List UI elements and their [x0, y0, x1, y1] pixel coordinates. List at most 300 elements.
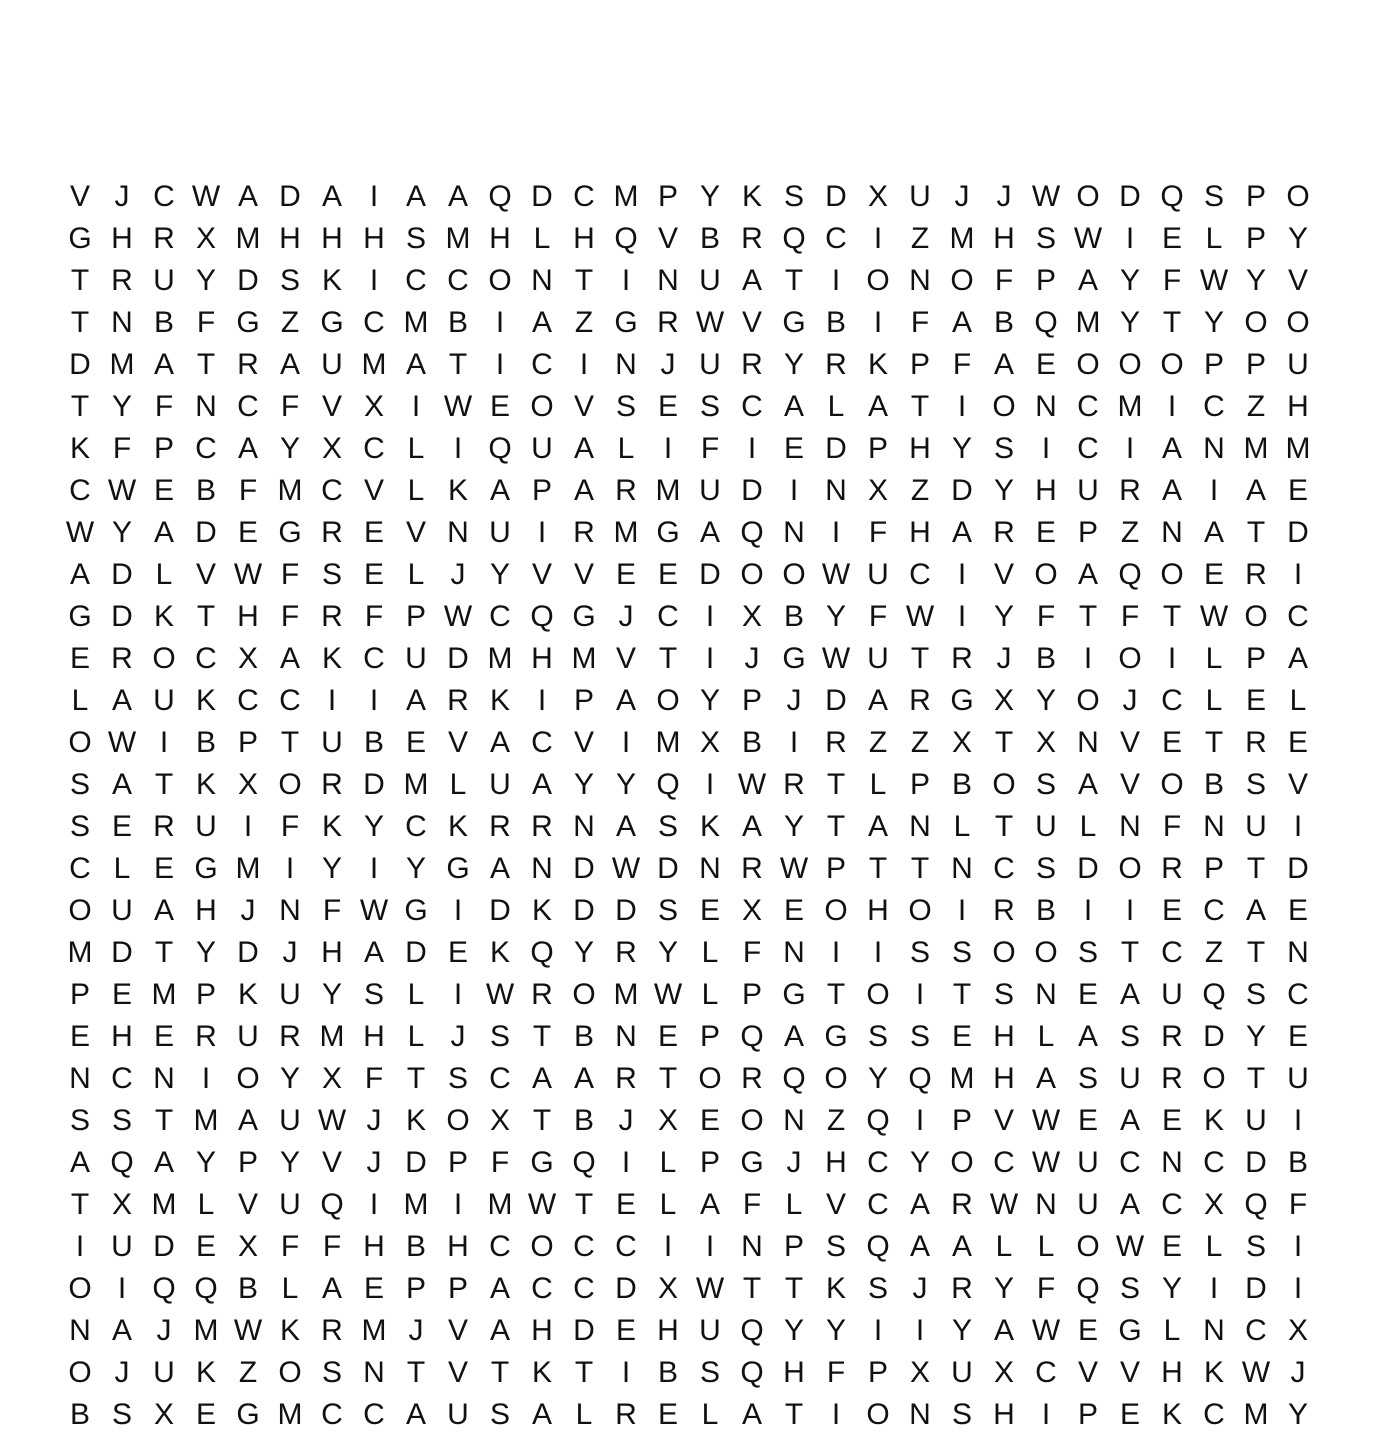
grid-letter[interactable]: F	[1036, 600, 1056, 633]
grid-letter[interactable]: Y	[657, 936, 678, 969]
grid-letter[interactable]: I	[1209, 1272, 1219, 1305]
grid-letter[interactable]: Y	[993, 1272, 1014, 1305]
grid-letter[interactable]: E	[1287, 1020, 1308, 1053]
grid-letter[interactable]: O	[866, 978, 890, 1011]
grid-letter[interactable]: K	[321, 810, 342, 843]
grid-letter[interactable]: C	[279, 684, 301, 717]
grid-letter[interactable]: Z	[1246, 390, 1266, 423]
grid-letter[interactable]: I	[621, 1146, 631, 1179]
grid-letter[interactable]: B	[195, 474, 216, 507]
grid-letter[interactable]: C	[993, 1146, 1015, 1179]
grid-letter[interactable]: T	[1162, 600, 1182, 633]
grid-letter[interactable]: H	[531, 1314, 553, 1347]
grid-letter[interactable]: W	[527, 1188, 557, 1221]
grid-letter[interactable]: J	[618, 600, 634, 633]
grid-letter[interactable]: E	[1161, 1230, 1182, 1263]
grid-letter[interactable]: W	[695, 1272, 725, 1305]
grid-letter[interactable]: P	[909, 768, 930, 801]
grid-letter[interactable]: M	[613, 978, 639, 1011]
grid-letter[interactable]: T	[910, 852, 930, 885]
grid-letter[interactable]: C	[69, 474, 91, 507]
grid-letter[interactable]: S	[783, 180, 804, 213]
grid-letter[interactable]: C	[363, 1398, 385, 1431]
grid-letter[interactable]: L	[785, 1188, 803, 1221]
grid-letter[interactable]: A	[993, 1314, 1014, 1347]
grid-letter[interactable]: P	[447, 1272, 468, 1305]
grid-letter[interactable]: T	[532, 1020, 552, 1053]
grid-letter[interactable]: M	[655, 726, 681, 759]
grid-letter[interactable]: N	[783, 516, 805, 549]
grid-letter[interactable]: P	[783, 1230, 804, 1263]
grid-letter[interactable]: G	[1118, 1314, 1142, 1347]
grid-letter[interactable]: Y	[1245, 1020, 1266, 1053]
grid-letter[interactable]: D	[111, 600, 133, 633]
grid-letter[interactable]: E	[783, 432, 804, 465]
grid-letter[interactable]: U	[1119, 1062, 1141, 1095]
grid-letter[interactable]: L	[533, 222, 551, 255]
grid-letter[interactable]: R	[321, 600, 343, 633]
grid-letter[interactable]: H	[111, 222, 133, 255]
grid-letter[interactable]: T	[658, 642, 678, 675]
grid-letter[interactable]: I	[621, 1356, 631, 1389]
grid-letter[interactable]: D	[825, 684, 847, 717]
grid-letter[interactable]: I	[159, 726, 169, 759]
grid-letter[interactable]: L	[407, 558, 425, 591]
grid-letter[interactable]: S	[909, 1020, 930, 1053]
grid-letter[interactable]: F	[238, 474, 258, 507]
grid-letter[interactable]: Q	[740, 1314, 764, 1347]
grid-letter[interactable]: C	[1287, 600, 1309, 633]
grid-letter[interactable]: R	[825, 348, 847, 381]
grid-letter[interactable]: U	[279, 1188, 301, 1221]
grid-letter[interactable]: E	[1161, 894, 1182, 927]
grid-letter[interactable]: A	[531, 1398, 552, 1431]
grid-letter[interactable]: F	[826, 1356, 846, 1389]
grid-letter[interactable]: N	[69, 1062, 91, 1095]
grid-letter[interactable]: A	[867, 390, 888, 423]
grid-letter[interactable]: N	[825, 474, 847, 507]
grid-letter[interactable]: D	[615, 1272, 637, 1305]
grid-letter[interactable]: T	[784, 264, 804, 297]
grid-letter[interactable]: O	[278, 1356, 302, 1389]
grid-letter[interactable]: L	[1289, 684, 1307, 717]
grid-letter[interactable]: F	[994, 264, 1014, 297]
grid-letter[interactable]: R	[1161, 852, 1183, 885]
grid-letter[interactable]: C	[489, 600, 511, 633]
grid-letter[interactable]: O	[1244, 306, 1268, 339]
grid-letter[interactable]: O	[572, 978, 596, 1011]
grid-letter[interactable]: S	[69, 810, 90, 843]
grid-letter[interactable]: Q	[152, 1272, 176, 1305]
grid-letter[interactable]: C	[1077, 390, 1099, 423]
grid-letter[interactable]: W	[905, 600, 935, 633]
grid-letter[interactable]: A	[237, 1104, 258, 1137]
grid-letter[interactable]: Q	[110, 1146, 134, 1179]
grid-letter[interactable]: Y	[993, 474, 1014, 507]
grid-letter[interactable]: N	[1287, 936, 1309, 969]
grid-letter[interactable]: L	[659, 1188, 677, 1221]
grid-letter[interactable]: D	[615, 894, 637, 927]
grid-letter[interactable]: S	[321, 558, 342, 591]
grid-letter[interactable]: A	[1119, 978, 1140, 1011]
grid-letter[interactable]: F	[280, 1230, 300, 1263]
grid-letter[interactable]: D	[1287, 516, 1309, 549]
grid-letter[interactable]: L	[1205, 222, 1223, 255]
grid-letter[interactable]: A	[69, 1146, 90, 1179]
grid-letter[interactable]: Y	[195, 264, 216, 297]
grid-letter[interactable]: T	[406, 1062, 426, 1095]
grid-letter[interactable]: R	[615, 1062, 637, 1095]
grid-letter[interactable]: P	[1245, 348, 1266, 381]
grid-letter[interactable]: Q	[194, 1272, 218, 1305]
grid-letter[interactable]: W	[737, 768, 767, 801]
grid-letter[interactable]: J	[660, 348, 676, 381]
grid-letter[interactable]: Y	[363, 810, 384, 843]
grid-letter[interactable]: Q	[1202, 978, 1226, 1011]
grid-letter[interactable]: U	[699, 1314, 721, 1347]
grid-letter[interactable]: Q	[740, 1020, 764, 1053]
grid-letter[interactable]: S	[489, 1020, 510, 1053]
grid-letter[interactable]: O	[68, 726, 92, 759]
grid-letter[interactable]: Q	[530, 600, 554, 633]
grid-letter[interactable]: N	[741, 1230, 763, 1263]
grid-letter[interactable]: A	[489, 726, 510, 759]
grid-letter[interactable]: A	[951, 1230, 972, 1263]
grid-letter[interactable]: J	[996, 642, 1012, 675]
grid-letter[interactable]: L	[407, 474, 425, 507]
grid-letter[interactable]: Y	[615, 768, 636, 801]
grid-letter[interactable]: C	[531, 726, 553, 759]
grid-letter[interactable]: Z	[910, 474, 930, 507]
grid-letter[interactable]: E	[1287, 726, 1308, 759]
grid-letter[interactable]: W	[359, 894, 389, 927]
grid-letter[interactable]: G	[782, 978, 806, 1011]
grid-letter[interactable]: W	[443, 390, 473, 423]
grid-letter[interactable]: U	[1245, 810, 1267, 843]
grid-letter[interactable]: U	[1077, 1188, 1099, 1221]
grid-letter[interactable]: I	[957, 558, 967, 591]
grid-letter[interactable]: S	[489, 1398, 510, 1431]
grid-letter[interactable]: J	[366, 1104, 382, 1137]
grid-letter[interactable]: N	[111, 306, 133, 339]
grid-letter[interactable]: I	[663, 1230, 673, 1263]
grid-letter[interactable]: L	[1079, 810, 1097, 843]
grid-letter[interactable]: B	[447, 306, 468, 339]
grid-letter[interactable]: G	[404, 894, 428, 927]
grid-letter[interactable]: V	[447, 1314, 468, 1347]
grid-letter[interactable]: N	[1161, 516, 1183, 549]
grid-letter[interactable]: G	[236, 306, 260, 339]
grid-letter[interactable]: A	[1119, 1104, 1140, 1137]
grid-letter[interactable]: L	[659, 1146, 677, 1179]
grid-letter[interactable]: K	[195, 768, 216, 801]
grid-letter[interactable]: I	[1167, 390, 1177, 423]
grid-letter[interactable]: B	[1287, 1146, 1308, 1179]
grid-letter[interactable]: T	[994, 810, 1014, 843]
grid-letter[interactable]: J	[1290, 1356, 1306, 1389]
grid-letter[interactable]: X	[321, 432, 342, 465]
grid-letter[interactable]: S	[321, 1356, 342, 1389]
grid-letter[interactable]: K	[405, 1104, 426, 1137]
grid-letter[interactable]: C	[1203, 1146, 1225, 1179]
grid-letter[interactable]: Z	[910, 726, 930, 759]
grid-letter[interactable]: A	[1077, 558, 1098, 591]
grid-letter[interactable]: Y	[1287, 222, 1308, 255]
grid-letter[interactable]: D	[1077, 852, 1099, 885]
grid-letter[interactable]: L	[1205, 642, 1223, 675]
grid-letter[interactable]: I	[369, 684, 379, 717]
grid-letter[interactable]: O	[68, 1356, 92, 1389]
grid-letter[interactable]: Z	[280, 306, 300, 339]
grid-letter[interactable]: B	[783, 600, 804, 633]
grid-letter[interactable]: A	[405, 1398, 426, 1431]
grid-letter[interactable]: E	[111, 978, 132, 1011]
grid-letter[interactable]: A	[531, 768, 552, 801]
grid-letter[interactable]: T	[574, 1188, 594, 1221]
grid-letter[interactable]: I	[1293, 558, 1303, 591]
grid-letter[interactable]: G	[656, 516, 680, 549]
grid-letter[interactable]: W	[191, 180, 221, 213]
grid-letter[interactable]: O	[1160, 768, 1184, 801]
grid-letter[interactable]: Q	[866, 1230, 890, 1263]
grid-letter[interactable]: I	[75, 1230, 85, 1263]
grid-letter[interactable]: T	[658, 1062, 678, 1095]
grid-letter[interactable]: O	[1034, 558, 1058, 591]
grid-letter[interactable]: T	[154, 768, 174, 801]
grid-letter[interactable]: W	[233, 1314, 263, 1347]
grid-letter[interactable]: X	[363, 390, 384, 423]
grid-letter[interactable]: D	[657, 852, 679, 885]
grid-letter[interactable]: B	[363, 726, 384, 759]
grid-letter[interactable]: Y	[783, 810, 804, 843]
grid-letter[interactable]: D	[1287, 852, 1309, 885]
grid-letter[interactable]: P	[657, 180, 678, 213]
grid-letter[interactable]: C	[531, 1272, 553, 1305]
grid-letter[interactable]: S	[111, 1104, 132, 1137]
grid-letter[interactable]: E	[615, 558, 636, 591]
grid-letter[interactable]: X	[993, 684, 1014, 717]
grid-letter[interactable]: P	[1245, 180, 1266, 213]
grid-letter[interactable]: V	[237, 1188, 258, 1221]
grid-letter[interactable]: T	[1162, 306, 1182, 339]
grid-letter[interactable]: T	[1204, 726, 1224, 759]
grid-letter[interactable]: I	[957, 390, 967, 423]
grid-letter[interactable]: U	[405, 642, 427, 675]
grid-letter[interactable]: D	[279, 180, 301, 213]
grid-letter[interactable]: I	[327, 684, 337, 717]
grid-letter[interactable]: R	[321, 1314, 343, 1347]
grid-letter[interactable]: V	[69, 180, 90, 213]
grid-letter[interactable]: B	[405, 1230, 426, 1263]
grid-letter[interactable]: A	[867, 684, 888, 717]
grid-letter[interactable]: I	[621, 264, 631, 297]
grid-letter[interactable]: P	[153, 432, 174, 465]
grid-letter[interactable]: I	[411, 390, 421, 423]
grid-letter[interactable]: Z	[826, 1104, 846, 1137]
grid-letter[interactable]: M	[277, 1398, 303, 1431]
grid-letter[interactable]: O	[236, 1062, 260, 1095]
grid-letter[interactable]: Y	[699, 684, 720, 717]
grid-letter[interactable]: T	[784, 1398, 804, 1431]
grid-letter[interactable]: I	[873, 306, 883, 339]
grid-letter[interactable]: H	[909, 516, 931, 549]
grid-letter[interactable]: D	[153, 1230, 175, 1263]
grid-letter[interactable]: I	[705, 1230, 715, 1263]
grid-letter[interactable]: V	[531, 558, 552, 591]
grid-letter[interactable]: A	[153, 894, 174, 927]
grid-letter[interactable]: I	[873, 1314, 883, 1347]
grid-letter[interactable]: E	[657, 390, 678, 423]
grid-letter[interactable]: I	[705, 642, 715, 675]
grid-letter[interactable]: A	[489, 1272, 510, 1305]
grid-letter[interactable]: V	[573, 390, 594, 423]
grid-letter[interactable]: C	[573, 1272, 595, 1305]
grid-letter[interactable]: K	[321, 642, 342, 675]
grid-letter[interactable]: A	[573, 432, 594, 465]
grid-letter[interactable]: O	[488, 264, 512, 297]
grid-letter[interactable]: N	[657, 264, 679, 297]
grid-letter[interactable]: T	[490, 1356, 510, 1389]
grid-letter[interactable]: C	[1035, 1356, 1057, 1389]
grid-letter[interactable]: O	[824, 1062, 848, 1095]
grid-letter[interactable]: I	[369, 1188, 379, 1221]
grid-letter[interactable]: S	[1245, 768, 1266, 801]
grid-letter[interactable]: P	[909, 348, 930, 381]
grid-letter[interactable]: R	[321, 516, 343, 549]
grid-letter[interactable]: B	[699, 222, 720, 255]
grid-letter[interactable]: U	[153, 1356, 175, 1389]
grid-letter[interactable]: W	[107, 474, 137, 507]
grid-letter[interactable]: W	[65, 516, 95, 549]
grid-letter[interactable]: Y	[195, 1146, 216, 1179]
grid-letter[interactable]: B	[657, 1356, 678, 1389]
grid-letter[interactable]: N	[1035, 1188, 1057, 1221]
grid-letter[interactable]: Y	[1119, 306, 1140, 339]
grid-letter[interactable]: N	[615, 1020, 637, 1053]
grid-letter[interactable]: W	[1115, 1230, 1145, 1263]
grid-letter[interactable]: T	[406, 1356, 426, 1389]
grid-letter[interactable]: C	[1203, 1398, 1225, 1431]
grid-letter[interactable]: R	[111, 642, 133, 675]
grid-letter[interactable]: O	[1286, 180, 1310, 213]
grid-letter[interactable]: B	[573, 1104, 594, 1137]
grid-letter[interactable]: H	[321, 222, 343, 255]
grid-letter[interactable]: A	[1245, 474, 1266, 507]
grid-letter[interactable]: U	[447, 1398, 469, 1431]
grid-letter[interactable]: J	[912, 1272, 928, 1305]
grid-letter[interactable]: H	[867, 894, 889, 927]
grid-letter[interactable]: I	[495, 348, 505, 381]
grid-letter[interactable]: M	[1117, 390, 1143, 423]
grid-letter[interactable]: P	[531, 474, 552, 507]
grid-letter[interactable]: A	[405, 348, 426, 381]
grid-letter[interactable]: W	[1031, 1314, 1061, 1347]
grid-letter[interactable]: Z	[1204, 936, 1224, 969]
grid-letter[interactable]: R	[531, 810, 553, 843]
grid-letter[interactable]: A	[1077, 768, 1098, 801]
grid-letter[interactable]: S	[111, 1398, 132, 1431]
grid-letter[interactable]: A	[405, 180, 426, 213]
grid-letter[interactable]: U	[1245, 1104, 1267, 1137]
grid-letter[interactable]: X	[867, 474, 888, 507]
grid-letter[interactable]: H	[321, 936, 343, 969]
grid-letter[interactable]: Y	[1203, 306, 1224, 339]
grid-letter[interactable]: H	[993, 1020, 1015, 1053]
grid-letter[interactable]: A	[1077, 1020, 1098, 1053]
grid-letter[interactable]: Y	[111, 390, 132, 423]
grid-letter[interactable]: A	[573, 474, 594, 507]
grid-letter[interactable]: P	[69, 978, 90, 1011]
grid-letter[interactable]: V	[825, 1188, 846, 1221]
grid-letter[interactable]: U	[1077, 1146, 1099, 1179]
grid-letter[interactable]: O	[1160, 558, 1184, 591]
grid-letter[interactable]: X	[657, 1272, 678, 1305]
grid-letter[interactable]: C	[321, 474, 343, 507]
grid-letter[interactable]: I	[579, 348, 589, 381]
grid-letter[interactable]: F	[742, 936, 762, 969]
grid-letter[interactable]: W	[821, 558, 851, 591]
grid-letter[interactable]: R	[741, 348, 763, 381]
grid-letter[interactable]: H	[111, 1020, 133, 1053]
grid-letter[interactable]: G	[740, 1146, 764, 1179]
grid-letter[interactable]: K	[195, 1356, 216, 1389]
grid-letter[interactable]: I	[1041, 432, 1051, 465]
grid-letter[interactable]: I	[1125, 222, 1135, 255]
grid-letter[interactable]: N	[531, 264, 553, 297]
grid-letter[interactable]: P	[1245, 222, 1266, 255]
grid-letter[interactable]: W	[989, 1188, 1019, 1221]
grid-letter[interactable]: B	[1035, 894, 1056, 927]
grid-letter[interactable]: H	[1035, 474, 1057, 507]
grid-letter[interactable]: O	[992, 936, 1016, 969]
grid-letter[interactable]: M	[319, 1020, 345, 1053]
grid-letter[interactable]: H	[363, 222, 385, 255]
grid-letter[interactable]: T	[1246, 936, 1266, 969]
grid-letter[interactable]: A	[783, 390, 804, 423]
grid-letter[interactable]: R	[615, 474, 637, 507]
grid-letter[interactable]: N	[1203, 432, 1225, 465]
grid-letter[interactable]: I	[453, 978, 463, 1011]
grid-letter[interactable]: W	[1241, 1356, 1271, 1389]
grid-letter[interactable]: O	[1118, 348, 1142, 381]
grid-letter[interactable]: N	[573, 810, 595, 843]
grid-letter[interactable]: A	[237, 180, 258, 213]
grid-letter[interactable]: H	[363, 1230, 385, 1263]
grid-letter[interactable]: Y	[1035, 684, 1056, 717]
grid-letter[interactable]: D	[111, 558, 133, 591]
grid-letter[interactable]: E	[1077, 978, 1098, 1011]
grid-letter[interactable]: A	[489, 852, 510, 885]
grid-letter[interactable]: S	[1245, 1230, 1266, 1263]
grid-letter[interactable]: I	[537, 684, 547, 717]
grid-letter[interactable]: U	[489, 768, 511, 801]
grid-letter[interactable]: C	[363, 306, 385, 339]
grid-letter[interactable]: J	[450, 1020, 466, 1053]
grid-letter[interactable]: O	[866, 264, 890, 297]
grid-letter[interactable]: T	[910, 390, 930, 423]
grid-letter[interactable]: L	[701, 1398, 719, 1431]
grid-letter[interactable]: O	[866, 1398, 890, 1431]
grid-letter[interactable]: D	[573, 894, 595, 927]
grid-letter[interactable]: C	[1161, 936, 1183, 969]
grid-letter[interactable]: B	[951, 768, 972, 801]
grid-letter[interactable]: D	[69, 348, 91, 381]
grid-letter[interactable]: M	[949, 1062, 975, 1095]
grid-letter[interactable]: V	[195, 558, 216, 591]
grid-letter[interactable]: K	[867, 348, 888, 381]
grid-letter[interactable]: N	[699, 852, 721, 885]
grid-letter[interactable]: R	[951, 1188, 973, 1221]
